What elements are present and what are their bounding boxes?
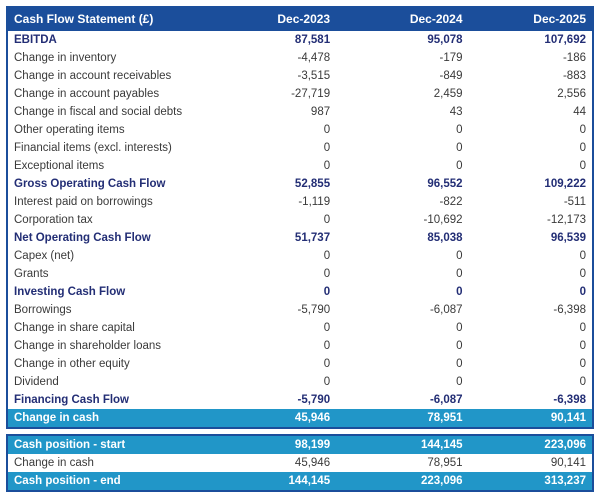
row-value: -6,398 [553, 304, 586, 316]
table-row [7, 319, 593, 337]
table-title: Cash Flow Statement (£) [7, 7, 212, 31]
table-row [7, 391, 593, 409]
row-value: -1,119 [298, 196, 331, 208]
row-value: 0 [323, 214, 331, 226]
row-label: Dividend [14, 376, 59, 388]
row-value: 313,237 [469, 472, 593, 491]
row-label: Change in cash [7, 409, 212, 428]
row-label: Financing Cash Flow [14, 394, 130, 406]
row-value: 107,692 [544, 34, 586, 46]
row-label: Financial items (excl. interests) [14, 142, 172, 154]
table-row [7, 31, 593, 49]
row-value: 0 [323, 286, 331, 298]
table-row [7, 85, 593, 103]
table-row [7, 337, 593, 355]
row-value: 0 [323, 340, 331, 352]
row-value: -3,515 [297, 70, 331, 82]
row-value: 0 [323, 124, 331, 136]
row-value: 0 [456, 340, 463, 352]
row-label: Borrowings [14, 304, 72, 316]
table-row [7, 193, 593, 211]
row-value: 0 [456, 358, 463, 370]
table-row [7, 373, 593, 391]
row-value: 0 [456, 376, 463, 388]
cash-position-table-body [7, 435, 593, 491]
row-value: 0 [579, 124, 586, 136]
row-value: -179 [439, 52, 463, 64]
row-value: 0 [579, 322, 586, 334]
row-value: -4,478 [297, 52, 331, 64]
table-row [7, 229, 593, 247]
row-value: 78,951 [427, 457, 463, 469]
row-value: 0 [579, 286, 586, 298]
row-value: -5,790 [297, 304, 331, 316]
row-value: 43 [449, 106, 463, 118]
row-label: Exceptional items [14, 160, 105, 172]
row-value: 223,096 [469, 435, 593, 454]
table-row [7, 409, 593, 428]
row-value: 0 [579, 358, 586, 370]
row-label: Change in account payables [14, 88, 160, 100]
row-value: 98,199 [212, 435, 336, 454]
row-value: -27,719 [291, 88, 331, 100]
table-row [7, 211, 593, 229]
row-value: -511 [563, 196, 586, 208]
row-value: 85,038 [427, 232, 463, 244]
row-value: 96,552 [427, 178, 463, 190]
table-row [7, 157, 593, 175]
row-value: 0 [323, 142, 331, 154]
row-label: Change in inventory [14, 52, 117, 64]
row-value: 0 [579, 142, 586, 154]
table-row [7, 472, 593, 491]
row-label: Grants [14, 268, 49, 280]
row-value: 95,078 [427, 34, 463, 46]
row-label: Corporation tax [14, 214, 93, 226]
table-row [7, 175, 593, 193]
row-value: 2,459 [433, 88, 463, 100]
row-value: -6,398 [553, 394, 586, 406]
row-value: 0 [579, 160, 586, 172]
row-value: -822 [439, 196, 463, 208]
row-value: 0 [323, 160, 331, 172]
row-label: Capex (net) [14, 250, 75, 262]
row-label: Change in cash [14, 457, 94, 469]
row-value: 987 [310, 106, 331, 118]
row-value: 0 [579, 340, 586, 352]
table-row [7, 454, 593, 472]
row-value: 109,222 [544, 178, 586, 190]
row-label: Change in account receivables [14, 70, 172, 82]
row-value: 0 [323, 322, 331, 334]
row-value: 0 [579, 250, 586, 262]
table-header-row [7, 7, 593, 31]
table-row [7, 67, 593, 85]
row-label: Interest paid on borrowings [14, 196, 153, 208]
table-row [7, 121, 593, 139]
row-value: 223,096 [336, 472, 468, 491]
row-value: 0 [456, 250, 463, 262]
row-label: Cash position - start [7, 435, 212, 454]
row-value: 0 [579, 376, 586, 388]
cash-position-table [6, 434, 594, 492]
column-header-dec-2025: Dec-2025 [469, 7, 593, 31]
row-label: Cash position - end [7, 472, 212, 491]
table-row [7, 355, 593, 373]
row-label: Change in other equity [14, 358, 130, 370]
row-value: 144,145 [212, 472, 336, 491]
row-value: 144,145 [336, 435, 468, 454]
row-value: 0 [456, 124, 463, 136]
row-value: 2,556 [557, 88, 586, 100]
row-value: 0 [323, 268, 331, 280]
row-value: -883 [562, 70, 586, 82]
table-row [7, 49, 593, 67]
row-value: -10,692 [423, 214, 463, 226]
row-value: 96,539 [550, 232, 586, 244]
row-value: 44 [573, 106, 586, 118]
row-label: Change in share capital [14, 322, 135, 334]
row-value: 0 [456, 322, 463, 334]
row-value: 0 [323, 250, 331, 262]
row-value: 90,141 [469, 409, 593, 428]
row-label: Gross Operating Cash Flow [14, 178, 166, 190]
row-value: 0 [456, 142, 463, 154]
table-row [7, 435, 593, 454]
row-label: Other operating items [14, 124, 125, 136]
row-value: 45,946 [294, 457, 331, 469]
row-value: -6,087 [429, 394, 463, 406]
row-value: -12,173 [546, 214, 586, 226]
row-value: 90,141 [550, 457, 586, 469]
column-header-dec-2023: Dec-2023 [212, 7, 336, 31]
table-row [7, 139, 593, 157]
row-value: -849 [439, 70, 463, 82]
table-row [7, 103, 593, 121]
table-row [7, 283, 593, 301]
row-value: 45,946 [212, 409, 336, 428]
row-value: 0 [456, 286, 463, 298]
table-row [7, 301, 593, 319]
row-value: 78,951 [336, 409, 468, 428]
table-row [7, 247, 593, 265]
row-value: 51,737 [294, 232, 331, 244]
row-label: Change in fiscal and social debts [14, 106, 183, 118]
row-value: 0 [323, 376, 331, 388]
row-value: 87,581 [294, 34, 331, 46]
row-value: -5,790 [297, 394, 331, 406]
row-value: -186 [562, 52, 586, 64]
row-value: 0 [579, 268, 586, 280]
row-value: 52,855 [294, 178, 331, 190]
row-label: Change in shareholder loans [14, 340, 162, 352]
row-label: Investing Cash Flow [14, 286, 126, 298]
row-label: Net Operating Cash Flow [14, 232, 151, 244]
cash-flow-table-body [7, 31, 593, 428]
row-value: 0 [323, 358, 331, 370]
table-row [7, 265, 593, 283]
column-header-dec-2024: Dec-2024 [336, 7, 468, 31]
row-label: EBITDA [14, 34, 57, 46]
row-value: 0 [456, 160, 463, 172]
row-value: 0 [456, 268, 463, 280]
row-value: -6,087 [429, 304, 463, 316]
cash-flow-table [6, 6, 594, 429]
